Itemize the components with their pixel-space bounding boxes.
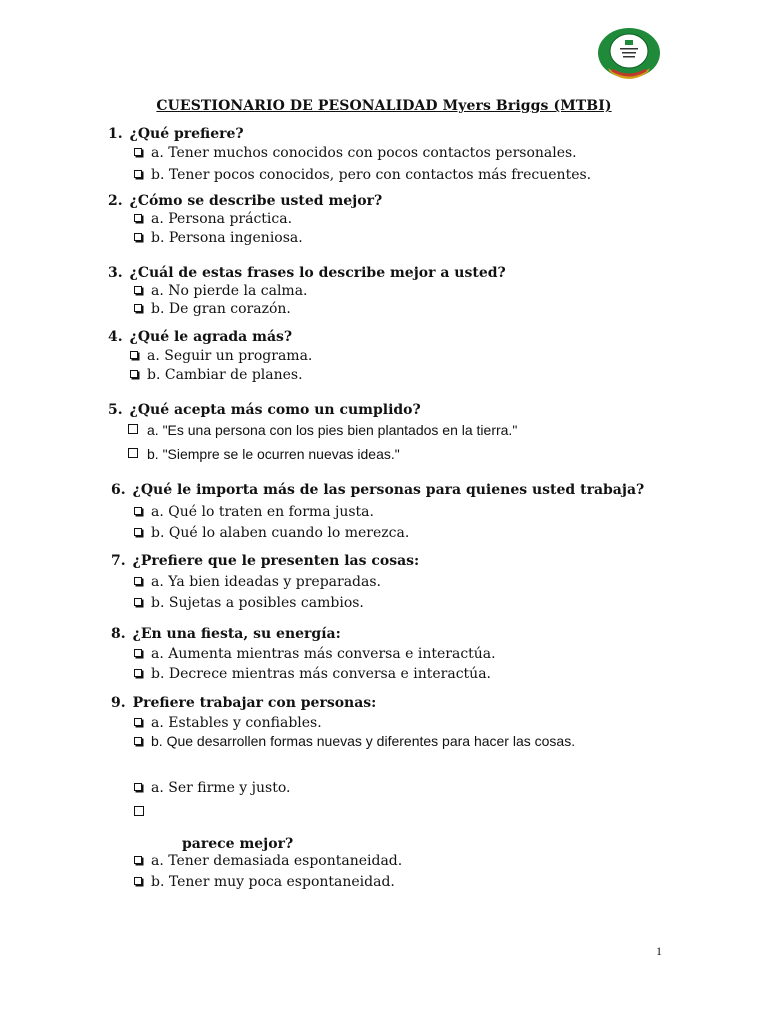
question-text: ¿Qué acepta más como un cumplido?	[129, 402, 421, 418]
option-3b[interactable]: b. De gran corazón.	[134, 301, 291, 317]
checkbox-icon	[134, 877, 142, 885]
checkbox-icon	[134, 856, 142, 864]
checkbox-icon	[134, 598, 142, 606]
option-7b[interactable]: b. Sujetas a posibles cambios.	[134, 595, 364, 611]
option-8b[interactable]: b. Decrece mientras más conversa e interactúa.	[134, 666, 491, 682]
question-3	[108, 265, 506, 281]
question-text: ¿Prefiere que le presenten las cosas:	[132, 553, 420, 569]
option-4a[interactable]: a. Seguir un programa.	[130, 348, 312, 364]
checkbox-icon	[134, 528, 142, 536]
question-text: ¿Qué le agrada más?	[129, 329, 293, 345]
option-3a[interactable]: a. No pierde la calma.	[134, 283, 308, 299]
checkbox-icon	[134, 170, 142, 178]
question-text: ¿En una fiesta, su energía:	[132, 626, 341, 642]
question-number: 3.	[108, 265, 123, 281]
question-5	[108, 402, 421, 418]
question-text: Prefiere trabajar con personas:	[132, 695, 377, 711]
checkbox-icon	[128, 448, 138, 458]
checkbox-icon	[134, 507, 142, 515]
checkbox-icon	[134, 233, 142, 241]
question-text: ¿Cómo se describe usted mejor?	[129, 193, 383, 209]
checkbox-icon	[134, 649, 142, 657]
checkbox-icon	[134, 718, 142, 726]
option-5b[interactable]: b. "Siempre se le ocurren nuevas ideas."	[128, 446, 400, 462]
option-8a[interactable]: a. Aumenta mientras más conversa e interactúa.	[134, 646, 496, 662]
checkbox-icon	[134, 148, 142, 156]
question-number: 2.	[108, 193, 123, 209]
option-11a[interactable]: a. Tener demasiada espontaneidad.	[134, 853, 402, 869]
option-2a[interactable]: a. Persona práctica.	[134, 211, 292, 227]
question-number: 4.	[108, 329, 123, 345]
checkbox-icon	[134, 806, 144, 816]
checkbox-icon	[128, 424, 138, 434]
option-1a[interactable]: a. Tener muchos conocidos con pocos contactos personales.	[134, 145, 577, 161]
option-9b[interactable]: b. Que desarrollen formas nuevas y diferentes para hacer las cosas.	[134, 733, 575, 749]
question-number: 9.	[111, 695, 126, 711]
option-2b[interactable]: b. Persona ingeniosa.	[134, 230, 303, 246]
question-6	[111, 482, 644, 498]
question-7	[111, 553, 419, 569]
option-1b[interactable]: b. Tener pocos conocidos, pero con contactos más frecuentes.	[134, 167, 591, 183]
question-text: ¿Qué prefiere?	[129, 126, 244, 142]
option-6a[interactable]: a. Qué lo traten en forma justa.	[134, 504, 374, 520]
question-number: 1.	[108, 126, 123, 142]
question-number: 8.	[111, 626, 126, 642]
checkbox-icon	[130, 370, 138, 378]
checkbox-icon	[134, 577, 142, 585]
option-7a[interactable]: a. Ya bien ideadas y preparadas.	[134, 574, 381, 590]
checkbox-icon	[134, 669, 142, 677]
university-seal-logo	[596, 26, 662, 82]
option-5a[interactable]: a. "Es una persona con los pies bien plantados en la tierra."	[128, 422, 517, 438]
question-4	[108, 329, 292, 345]
option-10a[interactable]: a. Ser firme y justo.	[134, 780, 290, 796]
question-1	[108, 126, 244, 142]
checkbox-icon	[134, 304, 142, 312]
question-2	[108, 193, 382, 209]
page-number: 1	[656, 944, 662, 958]
checkbox-icon	[134, 286, 142, 294]
question-text: ¿Qué le importa más de las personas para quienes usted trabaja?	[132, 482, 645, 498]
question-text: ¿Cuál de estas frases lo describe mejor a usted?	[129, 265, 506, 281]
question-8	[111, 626, 341, 642]
option-11b[interactable]: b. Tener muy poca espontaneidad.	[134, 874, 395, 890]
question-number: 7.	[111, 553, 126, 569]
option-6b[interactable]: b. Qué lo alaben cuando lo merezca.	[134, 525, 409, 541]
checkbox-icon	[134, 783, 142, 791]
option-10b[interactable]	[134, 805, 153, 821]
checkbox-icon	[130, 351, 138, 359]
document-title: CUESTIONARIO DE PESONALIDAD Myers Briggs (MTBI)	[156, 98, 612, 114]
question-text: parece mejor?	[182, 836, 294, 852]
question-9	[111, 695, 376, 711]
question-number: 6.	[111, 482, 126, 498]
question-number: 5.	[108, 402, 123, 418]
question-11-fragment	[182, 836, 293, 852]
option-4b[interactable]: b. Cambiar de planes.	[130, 367, 303, 383]
option-9a[interactable]: a. Estables y confiables.	[134, 715, 322, 731]
checkbox-icon	[134, 737, 142, 745]
checkbox-icon	[134, 214, 142, 222]
